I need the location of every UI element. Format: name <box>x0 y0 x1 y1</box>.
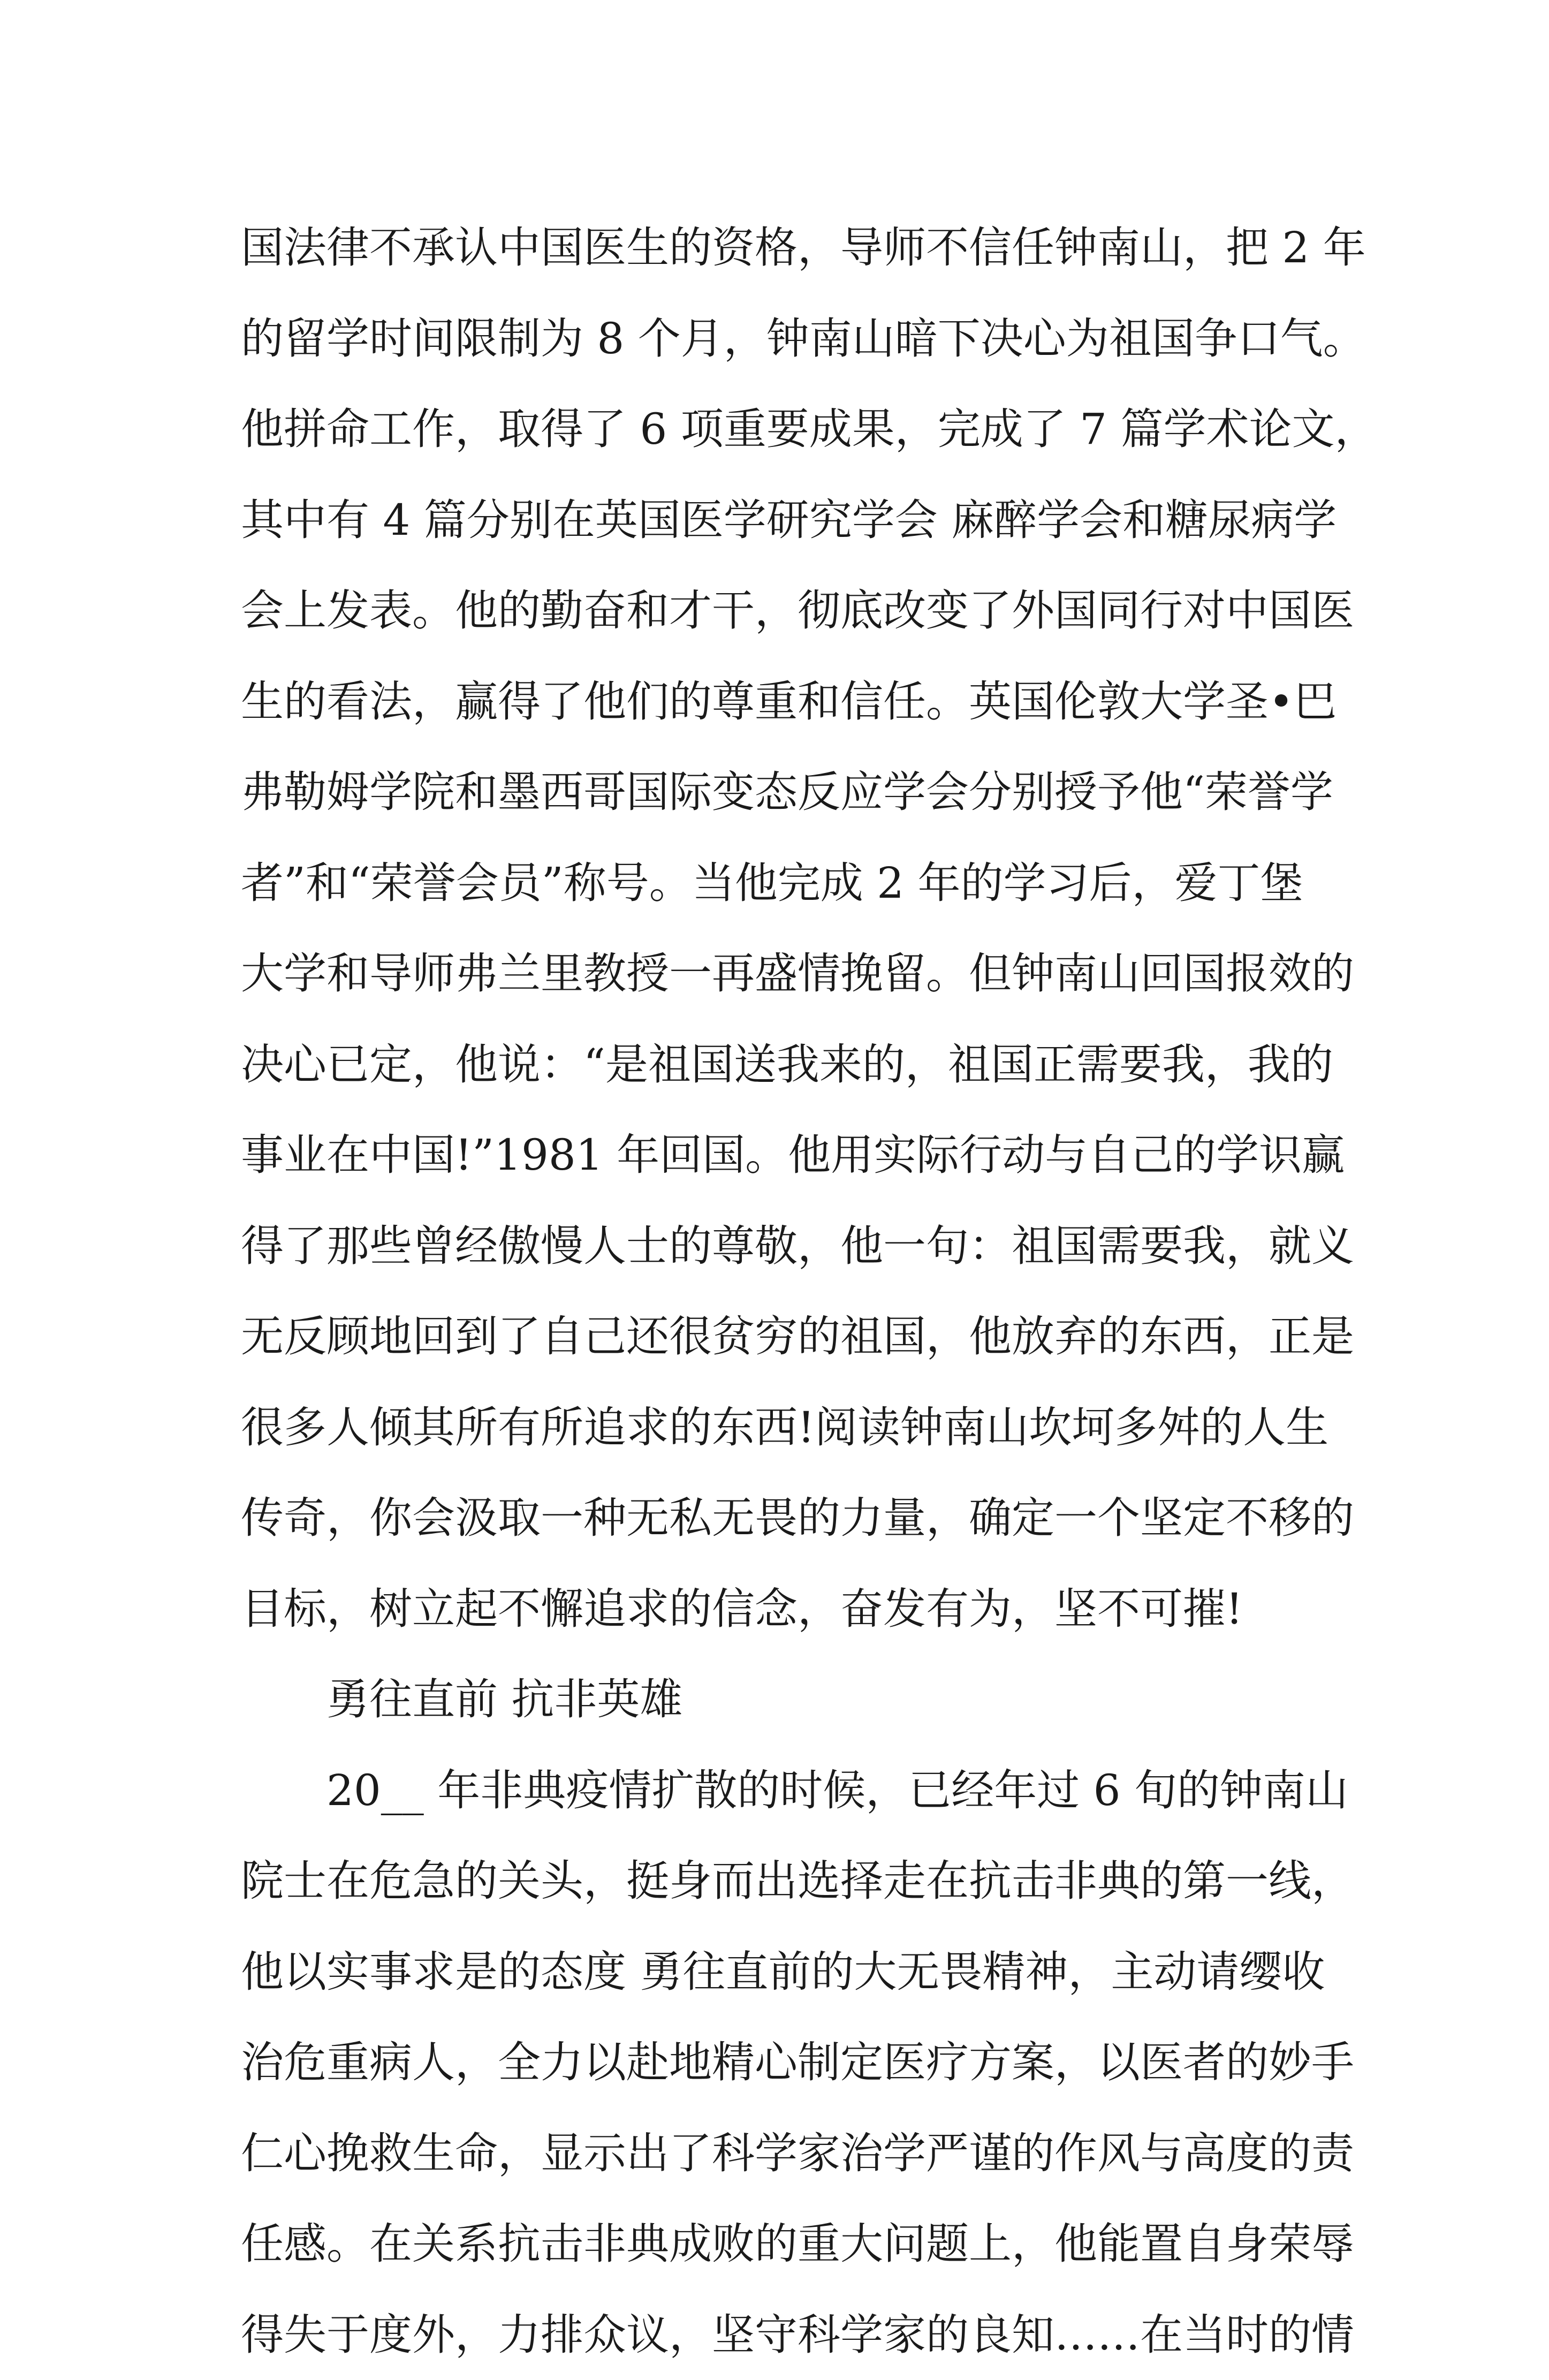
paragraph-line: 20__ 年非典疫情扩散的时候，已经年过 6 旬的钟南山 <box>241 1745 1365 1836</box>
paragraph-line: 得失于度外，力排众议，坚守科学家的良知……在当时的情 <box>241 2290 1365 2380</box>
paragraph-line: 院士在危急的关头，挺身而出选择走在抗击非典的第一线， <box>241 1836 1365 1927</box>
body-line: 其中有 4 篇分别在英国医学研究学会 麻醉学会和糖尿病学 <box>241 475 1365 566</box>
paragraph-line: 他以实事求是的态度 勇往直前的大无畏精神，主动请缨收 <box>241 1927 1365 2018</box>
body-line: 他拼命工作，取得了 6 项重要成果，完成了 7 篇学术论文， <box>241 384 1365 475</box>
body-line: 大学和导师弗兰里教授一再盛情挽留。但钟南山回国报效的 <box>241 928 1365 1019</box>
body-line: 事业在中国!”1981 年回国。他用实际行动与自己的学识赢 <box>241 1110 1365 1201</box>
section-heading: 勇往直前 抗非英雄 <box>241 1654 1365 1745</box>
body-line: 很多人倾其所有所追求的东西!阅读钟南山坎坷多舛的人生 <box>241 1382 1365 1473</box>
body-line: 的留学时间限制为 8 个月，钟南山暗下决心为祖国争口气。 <box>241 293 1365 384</box>
body-line: 弗勒姆学院和墨西哥国际变态反应学会分别授予他“荣誉学 <box>241 747 1365 838</box>
body-line: 者”和“荣誉会员”称号。当他完成 2 年的学习后，爱丁堡 <box>241 838 1365 929</box>
paragraph-line: 任感。在关系抗击非典成败的重大问题上，他能置自身荣辱 <box>241 2199 1365 2290</box>
paragraph-line: 仁心挽救生命，显示出了科学家治学严谨的作风与高度的责 <box>241 2108 1365 2199</box>
body-line: 会上发表。他的勤奋和才干，彻底改变了外国同行对中国医 <box>241 565 1365 656</box>
body-line: 国法律不承认中国医生的资格，导师不信任钟南山，把 2 年 <box>241 202 1365 293</box>
body-line: 生的看法，赢得了他们的尊重和信任。英国伦敦大学圣•巴 <box>241 656 1365 747</box>
paragraph-line: 治危重病人，全力以赴地精心制定医疗方案，以医者的妙手 <box>241 2017 1365 2108</box>
body-line: 传奇，你会汲取一种无私无畏的力量，确定一个坚定不移的 <box>241 1473 1365 1564</box>
body-line: 目标，树立起不懈追求的信念，奋发有为，坚不可摧! <box>241 1564 1365 1655</box>
document-body <box>241 202 1365 2380</box>
body-line: 决心已定，他说：“是祖国送我来的，祖国正需要我，我的 <box>241 1019 1365 1110</box>
body-line: 得了那些曾经傲慢人士的尊敬，他一句：祖国需要我，就义 <box>241 1201 1365 1292</box>
body-line: 无反顾地回到了自己还很贫穷的祖国，他放弃的东西，正是 <box>241 1291 1365 1382</box>
